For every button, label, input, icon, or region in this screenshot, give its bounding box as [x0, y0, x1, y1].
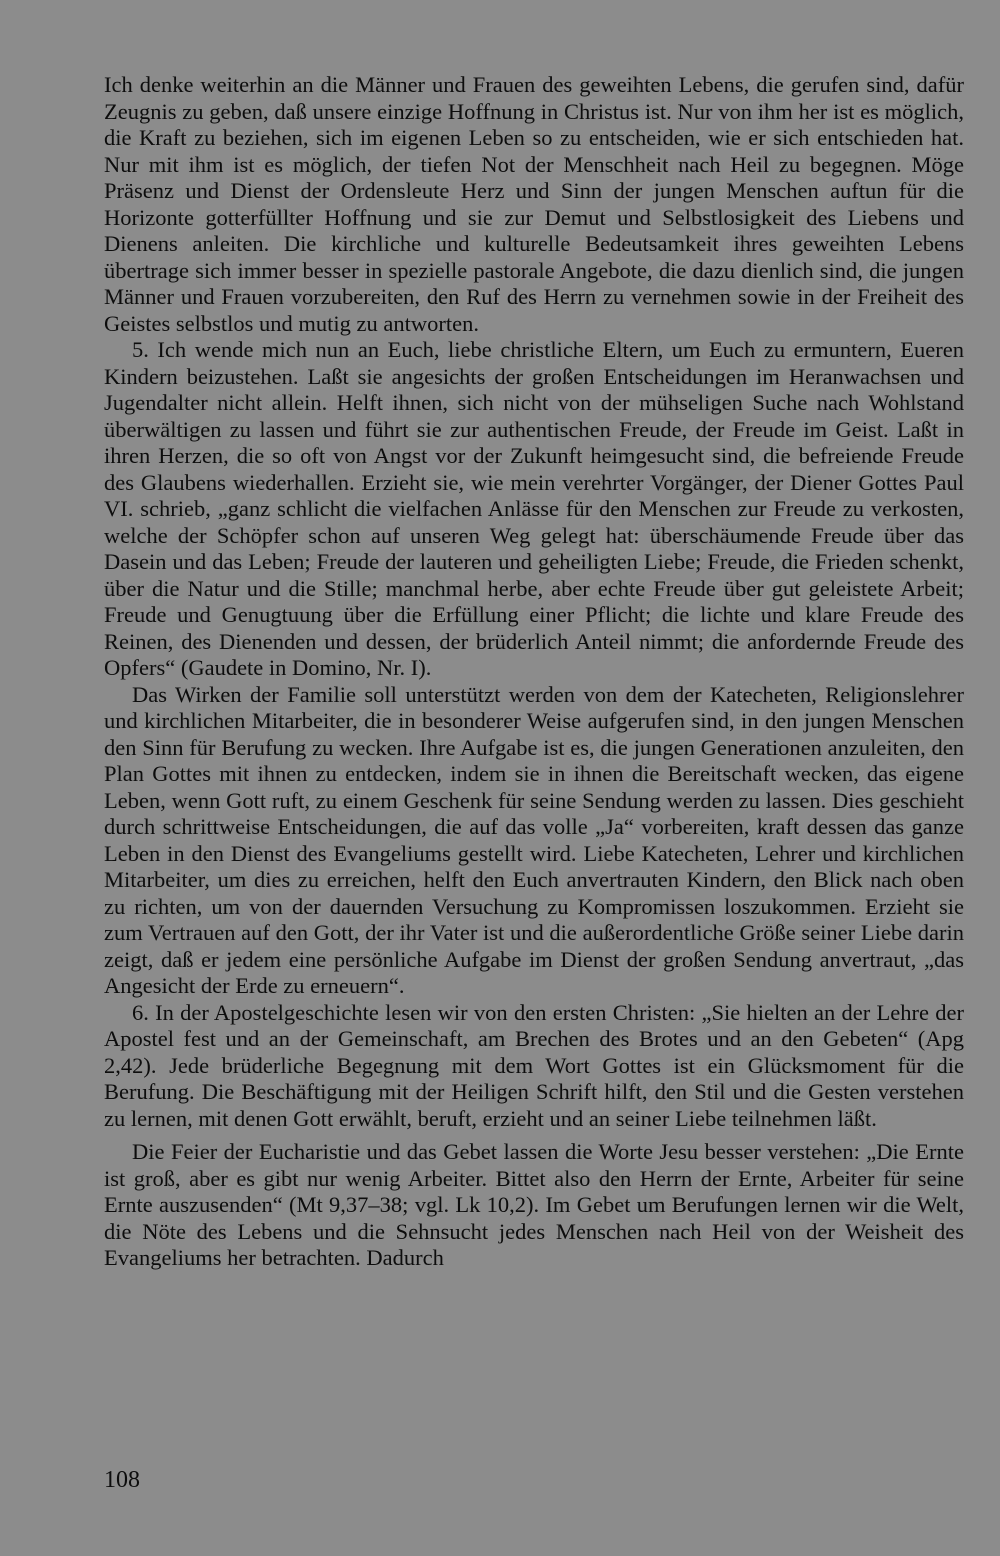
paragraph-section-6-acts: 6. In der Apostelgeschichte lesen wir von den ersten Christen: „Sie hielten an der Lehre der Apostel fest und an der Gemeinschaft, am Brechen des Brotes und an den Gebeten“ (Apg 2,42). Jede brüderliche Begegnung mit dem Wort Gottes ist ein Glücksmoment für die Berufung. Die Beschäftigung mit der Heiligen Schrift hilft, den Stil und die Gesten verstehen zu lernen, mit denen Gott erwählt, beruft, erzieht und an seiner Liebe teilnehmen läßt. — [104, 999, 964, 1131]
paragraph-eucharist-prayer: Die Feier der Eucharistie und das Gebet lassen die Worte Jesu besser verstehen: „Die Ernte ist groß, aber es gibt nur wenig Arbeiter. Bittet also den Herrn der Ernte, Arbeiter für seine Ernte auszusenden“ (Mt 9,37–38; vgl. Lk 10,2). Im Gebet um Berufungen lernen wir die Welt, die Nöte des Lebens und die Sehnsucht jedes Menschen nach Heil von der Weisheit des Evangeliums her betrachten. Dadurch — [104, 1139, 964, 1270]
paragraph-section-5-parents: 5. Ich wende mich nun an Euch, liebe christliche Eltern, um Euch zu ermuntern, Eueren Kindern beizustehen. Laßt sie angesichts der großen Entscheidungen im Heranwachsen und Jugendalter nicht allein. Helft ihnen, sich nicht von der mühseligen Suche nach Wohlstand überwältigen zu lassen und führt sie zur authentischen Freude, der Freude im Geist. Laßt in ihren Herzen, die so oft von Angst vor der Zukunft heimgesucht sind, die befreiende Freude des Glaubens wiederhallen. Erzieht sie, wie mein verehrter Vorgänger, der Diener Gottes Paul VI. schrieb, „ganz schlicht die vielfachen Anlässe für den Menschen zur Freude zu verkosten, welche der Schöpfer schon auf unseren Weg gelegt hat: überschäumende Freude über das Dasein und das Leben; Freude der lauteren und geheiligten Liebe; Freude, die Frieden schenkt, über die Natur und die Stille; manchmal herbe, aber echte Freude über gut geleistete Arbeit; Freude und Genugtuung über die Erfüllung einer Pflicht; die lichte und klare Freude des Reinen, des Dienenden und dessen, der brüderlich Anteil nimmt; die anfordernde Freude des Opfers“ (Gaudete in Domino, Nr. I). — [104, 337, 964, 680]
page-body — [104, 72, 964, 1272]
paragraph-catechists: Das Wirken der Familie soll unterstützt werden von dem der Katecheten, Religionslehrer und kirchlichen Mitarbeiter, die in besonderer Weise aufgerufen sind, in den jungen Menschen den Sinn für Berufung zu wecken. Ihre Aufgabe ist es, die jungen Generationen anzuleiten, den Plan Gottes mit ihnen zu entdecken, indem sie in ihnen die Bereitschaft wecken, das eigene Leben, wenn Gott ruft, zu einem Geschenk für seine Sendung werden zu lassen. Dies geschieht durch schrittweise Entscheidungen, die auf das volle „Ja“ vorbereiten, kraft dessen das ganze Leben in den Dienst des Evangeliums gestellt wird. Liebe Katecheten, Lehrer und kirchlichen Mitarbeiter, um dies zu erreichen, helft den Euch anvertrauten Kindern, den Blick nach oben zu richten, um von der dauernden Versuchung zu Kompromissen loszukommen. Erzieht sie zum Vertrauen auf den Gott, der ihr Vater ist und die außerordentliche Größe seiner Liebe darin zeigt, daß er jedem eine persönliche Aufgabe im Dienst der großen Sendung anvertraut, „das Angesicht der Erde zu erneuern“. — [104, 681, 964, 998]
paragraph-consecrated-life: Ich denke weiterhin an die Männer und Frauen des geweihten Lebens, die gerufen sind, dafür Zeugnis zu geben, daß unsere einzige Hoffnung in Christus ist. Nur von ihm her ist es möglich, die Kraft zu beziehen, sich im eigenen Leben so zu entscheiden, wie er sich entschieden hat. Nur mit ihm ist es möglich, der tiefen Not der Menschheit nach Heil zu begegnen. Möge Präsenz und Dienst der Ordensleute Herz und Sinn der jungen Menschen auftun für die Horizonte gotterfüllter Hoffnung und sie zur Demut und Selbstlosigkeit des Liebens und Dienens anleiten. Die kirchliche und kulturelle Bedeutsamkeit ihres geweihten Lebens übertrage sich immer besser in spezielle pastorale Angebote, die dazu dienlich sind, die jungen Männer und Frauen vorzubereiten, den Ruf des Herrn zu vernehmen sowie in der Freiheit des Geistes selbstlos und mutig zu antworten. — [104, 72, 964, 336]
page-number: 108 — [104, 1467, 140, 1493]
